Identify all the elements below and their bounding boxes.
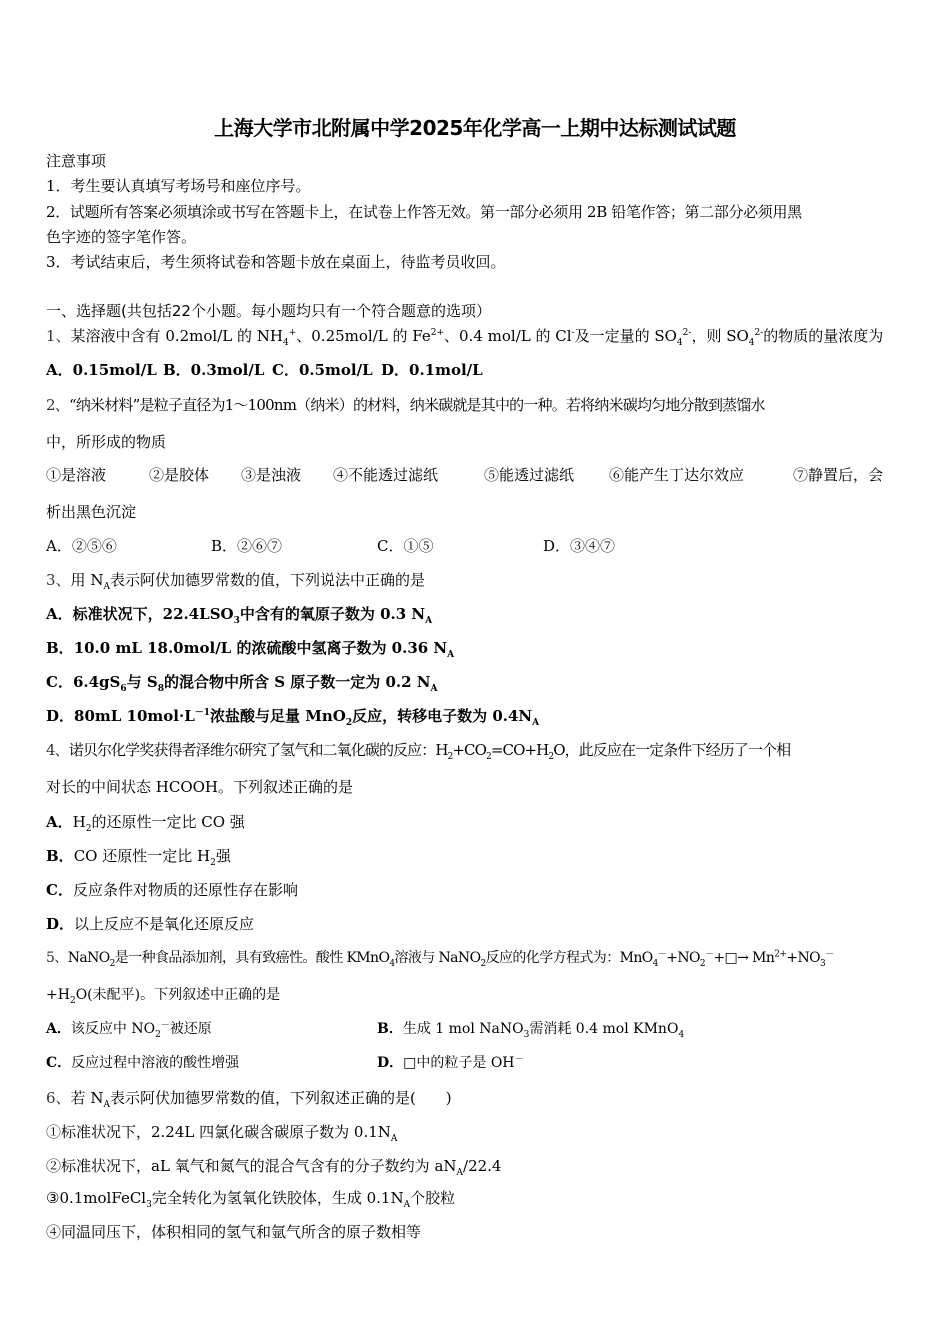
question-5-option-d [377,1053,524,1073]
subscript: 4 [652,958,658,969]
subscript: 4 [389,958,395,969]
superscript: － [705,949,714,960]
subscript: 2 [109,958,115,969]
question-5-option-c [46,1053,239,1073]
question-1-option-b: B．0.3mol/L [163,361,265,379]
question-2-option-d: D．③④⑦ [543,537,616,555]
subscript: 2 [69,995,76,1006]
section-heading: 一、选择题(共包括22个小题。每小题均只有一个符合题意的选项） [46,302,491,320]
subscript: A [425,616,433,626]
subscript: 3 [523,1029,530,1040]
stem-text: 若 N [70,1089,104,1107]
question-3-stem [46,570,425,590]
option-label: C． [46,881,73,899]
statement-text: 完全转化为氢氧化铁胶体，生成 0.1N [151,1189,404,1207]
subscript: 2 [486,752,491,762]
subscript: A [103,1100,110,1110]
question-3-option-a [46,604,432,624]
option-text: 的还原性一定比 CO 强 [91,813,245,831]
subscript: 6 [120,684,127,694]
stem-text: 是一种食品添加剂，具有致癌性。酸性 KMnO [114,950,390,966]
stem-text: O，此反应在一定条件下经历了一个相 [553,741,791,759]
question-6-statement-3 [46,1188,455,1208]
statement-6: ⑥能产生丁达尔效应 [609,466,745,484]
subscript: 2 [210,858,216,868]
question-4-stem-cont: 对长的中间状态 HCOOH。下列叙述正确的是 [46,778,354,796]
option-text: 6.4gS [72,673,121,691]
subscript: 3 [820,958,826,969]
superscript: － [514,1054,524,1065]
question-5-option-a [46,1019,212,1039]
subscript: A [103,582,110,592]
page-title: 上海大学市北附属中学2025年化学高一上期中达标测试试题 [214,116,736,140]
question-4-option-d [46,914,254,934]
subscript: 4 [676,338,683,348]
subscript: 4 [678,1029,685,1040]
statement-text: ②标准状况下，aL 氧气和氮气的混合气含有的分子数约为 aN [46,1157,457,1175]
question-number: 1、 [46,327,71,345]
stem-text: +CO [452,741,487,759]
question-3-option-d [46,706,539,726]
option-text: 的混合物中所含 S 原子数一定为 0.2 N [163,673,431,691]
statement-text: ①标准状况下，2.24L 四氯化碳含碳原子数为 0.1N [46,1123,391,1141]
subscript: 2 [480,958,486,969]
question-1-option-d: D．0.1mol/L [381,361,483,379]
option-text: 以上反应不是氧化还原反应 [74,915,255,933]
option-text: 与 S [126,673,158,691]
question-2-stem [46,395,765,415]
option-text: H [72,813,86,831]
option-label: A． [46,605,73,623]
question-number: 2、 [46,396,69,414]
question-6-statement-2 [46,1156,501,1176]
option-text: 被还原 [169,1021,212,1037]
question-number: 3、 [46,571,71,589]
option-text: 标准状况下，22.4LSO [72,605,234,623]
subscript: 2 [699,958,705,969]
stem-text: 及一定量的 SO [574,327,677,345]
option-label: A． [46,1021,71,1037]
question-1-stem [46,326,883,346]
superscript: 2+ [774,949,787,960]
question-1-option-c: C．0.5mol/L [272,361,373,379]
subscript: A [390,1134,398,1144]
question-5-stem-cont [46,985,280,1005]
option-label: B． [377,1021,403,1037]
superscript: 2- [682,328,692,338]
subscript: A [456,1168,464,1178]
question-5-option-b [377,1019,684,1039]
subscript: 2 [548,752,554,762]
stem-text: 表示阿伏加德罗常数的值，下列叙述正确的是( ) [109,1089,452,1107]
option-label: B． [46,639,74,657]
option-label: D． [377,1055,404,1071]
option-label: A． [46,813,73,831]
subscript: 2 [447,752,453,762]
statement-text: ③0.1molFeCl [46,1189,147,1207]
option-text: CO 还原性一定比 H [73,847,211,865]
stem-text: 诺贝尔化学奖获得者泽维尔研究了氢气和二氧化碳的反应：H [68,741,448,759]
stem-text: “纳米材料”是粒子直径为1～100nm（纳米）的材料，纳米碳就是其中的一种。若将纳米碳均匀地分散到蒸馏水 [68,396,765,414]
superscript: 2- [754,328,764,338]
subscript: 4 [748,338,755,348]
question-6-stem [46,1088,452,1108]
option-text: 中含有的氧原子数为 0.3 N [239,605,426,623]
statement-7: ⑦静置后，会 [793,466,884,484]
superscript: 2+ [430,328,445,338]
notice-item-2: 2．试题所有答案必须填涂或书写在答题卡上，在试卷上作答无效。第一部分必须用 2B 铅笔作答；第二部分必须用黑 [46,203,802,221]
option-text: 反应条件对物质的还原性存在影响 [72,881,298,899]
statement-4: ④不能透过滤纸 [333,466,439,484]
statement-3: ③是浊液 [241,466,302,484]
option-label: D． [46,707,75,725]
stem-text: +NO [666,950,700,966]
question-4-option-a [46,812,245,832]
option-text: 浓盐酸与足量 MnO [210,707,346,725]
superscript: － [160,1020,170,1031]
subscript: A [447,650,455,660]
superscript: - [571,328,575,338]
question-number: 4、 [46,741,69,759]
option-text: 10.0 mL 18.0mol/L 的浓硫酸中氢离子数为 0.36 N [73,639,448,657]
stem-text: O(未配平)。下列叙述中正确的是 [75,987,281,1003]
subscript: A [403,1200,411,1210]
statement-1: ①是溶液 [46,466,107,484]
stem-text: 反应的化学方程式为：MnO [485,950,653,966]
subscript: 2 [155,1029,161,1040]
question-2-option-a: A．②⑤⑥ [46,537,117,555]
option-label: D． [46,915,75,933]
subscript: 2 [345,718,353,728]
statement-text: /22.4 [463,1157,502,1175]
statement-2: ②是胶体 [149,466,210,484]
stem-text: 的物质的量浓度为 [763,327,884,345]
question-4-option-c [46,880,298,900]
option-text: 反应过程中溶液的酸性增强 [71,1055,240,1071]
statement-text: ④同温同压下，体积相同的氢气和氩气所含的原子数相等 [46,1223,422,1241]
stem-text: 溶液与 NaNO [394,950,481,966]
superscript: － [657,949,667,960]
question-4-stem [46,740,790,760]
option-label: C． [46,1055,72,1071]
notice-heading: 注意事项 [46,152,107,170]
question-3-option-b [46,638,454,658]
stem-text: 、0.25mol/L 的 Fe [296,327,431,345]
question-6-statement-4 [46,1222,421,1242]
subscript: 3 [233,616,240,626]
superscript: － [825,949,834,960]
question-number: 5、 [46,950,68,966]
question-2-stem-cont: 中，所形成的物质 [46,433,167,451]
option-text: 该反应中 NO [70,1021,156,1037]
option-label: C． [46,673,73,691]
stem-text: 表示阿伏加德罗常数的值，下列说法中正确的是 [109,571,425,589]
option-text: 反应，转移电子数为 0.4N [352,707,533,725]
notice-item-3: 3．考试结束后，考生须将试卷和答题卡放在桌面上，待监考员收回。 [46,253,506,271]
subscript: 4 [282,338,289,348]
statement-text: 个胶粒 [410,1189,456,1207]
question-6-statement-1 [46,1122,397,1142]
question-2-option-b: B．②⑥⑦ [211,537,283,555]
stem-text: +□→ Mn [713,950,775,966]
question-number: 6、 [46,1089,71,1107]
stem-text: +NO [786,950,821,966]
subscript: 2 [85,824,92,834]
subscript: A [430,684,438,694]
statement-7-cont: 析出黑色沉淀 [46,503,137,521]
statement-5: ⑤能透过滤纸 [484,466,575,484]
subscript: 3 [146,1200,152,1210]
notice-item-2-cont: 色字迹的签字笔作答。 [46,228,197,246]
option-text: 80mL 10mol·L [74,707,195,725]
question-2-option-c: C．①⑤ [377,537,434,555]
stem-text: 某溶液中含有 0.2mol/L 的 NH [70,327,283,345]
question-5-stem [46,948,834,968]
stem-text: 用 N [70,571,104,589]
stem-text: ，则 SO [691,327,749,345]
question-1-option-a: A．0.15mol/L [46,361,157,379]
option-text: □中的粒子是 OH [403,1055,515,1071]
option-text: 需消耗 0.4 mol KMnO [529,1021,679,1037]
stem-text: NaNO [67,950,110,966]
subscript: 8 [157,684,164,694]
option-label: B． [46,847,74,865]
stem-text: +H [46,987,70,1003]
option-text: 生成 1 mol NaNO [402,1021,524,1037]
stem-text: 、0.4 mol/L 的 Cl [444,327,572,345]
stem-text: =CO+H [490,741,549,759]
option-text: 强 [215,847,231,865]
superscript: －1 [194,708,211,718]
question-4-option-b [46,846,231,866]
superscript: + [288,328,297,338]
notice-item-1: 1．考生要认真填写考场号和座位序号。 [46,177,311,195]
subscript: A [532,718,540,728]
question-3-option-c [46,672,437,692]
